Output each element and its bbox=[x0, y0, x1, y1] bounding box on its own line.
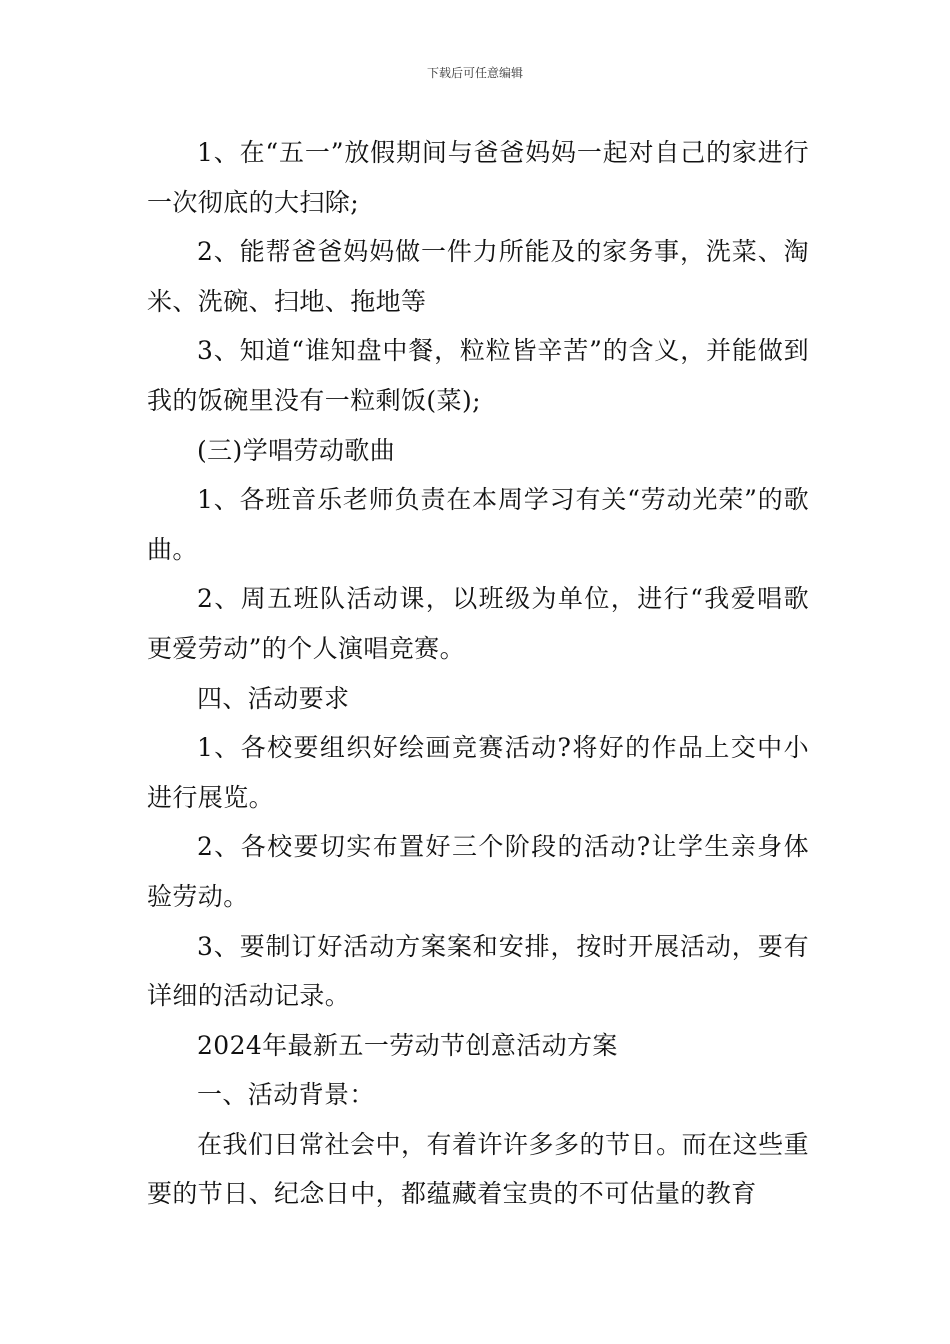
paragraph: 1、在“五一”放假期间与爸爸妈妈一起对自己的家进行一次彻底的大扫除; bbox=[147, 138, 809, 217]
paragraph: 3、要制订好活动方案案和安排，按时开展活动，要有详细的活动记录。 bbox=[147, 931, 809, 1011]
paragraph: 2、能帮爸爸妈妈做一件力所能及的家务事，洗菜、淘米、洗碗、扫地、拖地等 bbox=[147, 237, 809, 316]
paragraph: 3、知道“谁知盘中餐，粒粒皆辛苦”的含义，并能做到我的饭碗里没有一粒剩饭(菜); bbox=[147, 336, 809, 415]
paragraph: 1、各校要组织好绘画竞赛活动?将好的作品上交中小进行展览。 bbox=[147, 733, 809, 812]
paragraph: 在我们日常社会中，有着许许多多的节日。而在这些重要的节日、纪念日中，都蕴藏着宝贵的不可估量的教育 bbox=[147, 1129, 809, 1209]
section-heading: 一、活动背景： bbox=[197, 1080, 375, 1110]
paragraph: 1、各班音乐老师负责在本周学习有关“劳动光荣”的歌曲。 bbox=[147, 485, 809, 564]
document-title: 2024年最新五一劳动节创意活动方案 bbox=[197, 1030, 618, 1060]
paragraph: 2、周五班队活动课，以班级为单位，进行“我爱唱歌更爱劳动”的个人演唱竞赛。 bbox=[147, 584, 809, 663]
paragraph: 2、各校要切实布置好三个阶段的活动?让学生亲身体验劳动。 bbox=[147, 832, 809, 911]
section-heading: (三)学唱劳动歌曲 bbox=[197, 435, 396, 465]
section-heading: 四、活动要求 bbox=[197, 683, 350, 713]
page-header: 下载后可任意编辑 bbox=[426, 66, 523, 80]
document-body bbox=[147, 128, 809, 1219]
